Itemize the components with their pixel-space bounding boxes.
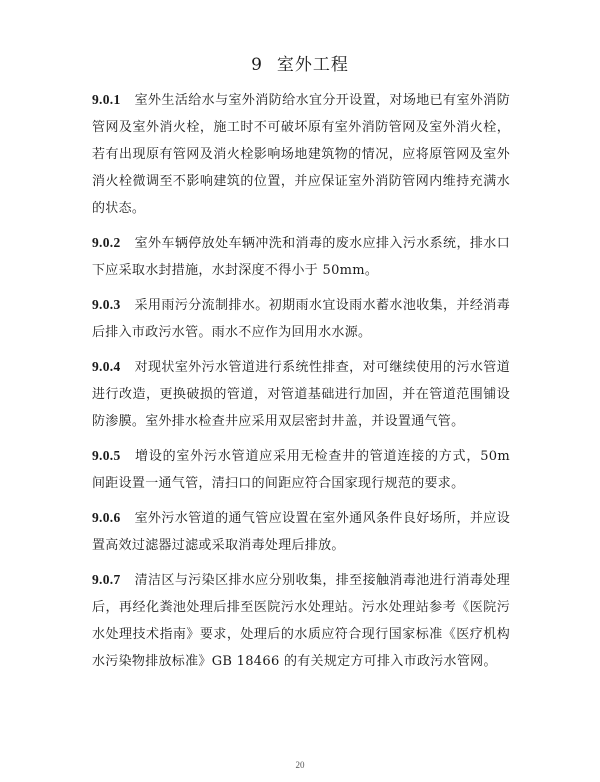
chapter-title: [0, 50, 600, 75]
chapter-title-text: 室外工程: [276, 55, 349, 75]
clause-9-0-2: [92, 229, 510, 284]
clause-number: 9.0.2: [92, 235, 121, 250]
clause-text: 室外生活给水与室外消防给水宜分开设置，对场地已有室外消防管网及室外消火栓，施工时不可破坏原有室外消防管网及室外消火栓，若有出现原有管网及消火栓影响场地建筑物的情况，应将原管网及室外消火栓微调至不影响建筑的位置，并应保证室外消防管网内维持充满水的状态。: [92, 93, 510, 216]
clause-text: 对现状室外污水管道进行系统性排查，对可继续使用的污水管道进行改造，更换破损的管道，对管道基础进行加固，并在管道范围铺设防渗膜。室外排水检查井应采用双层密封井盖，并设置通气管。: [92, 360, 510, 429]
clause-number: 9.0.3: [92, 297, 121, 312]
clause-9-0-5: [92, 442, 510, 497]
clause-text: 室外车辆停放处车辆冲洗和消毒的废水应排入污水系统，排水口下应采取水封措施，水封深度不得小于 50mm。: [92, 236, 510, 278]
clause-9-0-1: [92, 86, 510, 222]
clause-9-0-7: [92, 566, 510, 675]
clause-text: 采用雨污分流制排水。初期雨水宜设雨水蓄水池收集，并经消毒后排入市政污水管。雨水不应作为回用水水源。: [92, 298, 510, 340]
clause-text: 增设的室外污水管道应采用无检查井的管道连接的方式，50m 间距设置一通气管，清扫口的间距应符合国家现行规范的要求。: [92, 449, 510, 491]
clause-9-0-4: [92, 353, 510, 435]
clause-9-0-6: [92, 504, 510, 559]
clause-number: 9.0.6: [92, 510, 121, 525]
clauses-container: [92, 86, 510, 682]
clause-number: 9.0.4: [92, 359, 121, 374]
page-number: 20: [295, 760, 305, 770]
clause-number: 9.0.1: [92, 92, 121, 107]
clause-text: 清洁区与污染区排水应分别收集，排至接触消毒池进行消毒处理后，再经化粪池处理后排至医院污水处理站。污水处理站参考《医院污水处理技术指南》要求，处理后的水质应符合现行国家标准《医疗机构水污染物排放标准》GB 18466 的有关规定方可排入市政污水管网。: [92, 573, 510, 669]
clause-number: 9.0.5: [92, 448, 121, 463]
clause-text: 室外污水管道的通气管应设置在室外通风条件良好场所，并应设置高效过滤器过滤或采取消毒处理后排放。: [92, 511, 510, 553]
clause-9-0-3: [92, 291, 510, 346]
clause-number: 9.0.7: [92, 572, 121, 587]
chapter-number: 9: [251, 55, 263, 75]
